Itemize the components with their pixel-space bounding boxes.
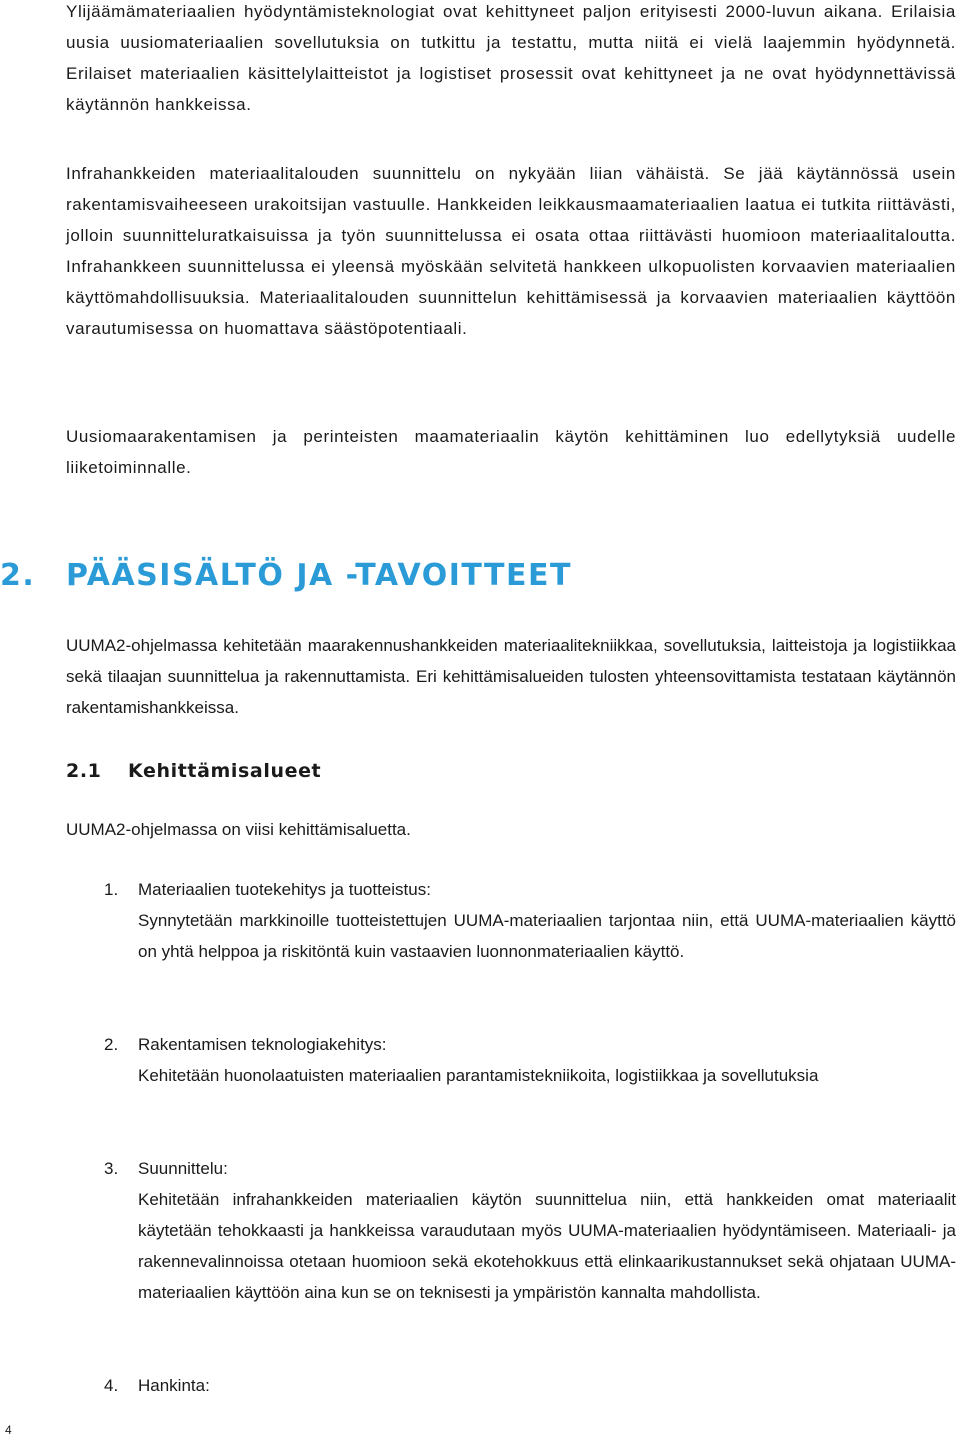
list-item-body: Kehitetään infrahankkeiden materiaalien käytön suunnittelua niin, että hankkeiden omat materiaalit käytetään tehokkaasti ja hankkeissa varaudutaan myös UUMA-materiaalien hyödyntämiseen. Materiaali- ja rakennevalinnoissa otetaan huomioon sekä ekotehokkuus että elinkaarikustannukset sekä ohjataan UUMA-materiaalien käyttöön aina kun se on teknisesti ja ympäristön kannalta mahdollista. [138, 1190, 956, 1302]
intro-paragraph-3: Uusiomaarakentamisen ja perinteisten maamateriaalin käytön kehittäminen luo edellytyksiä uudelle liiketoiminnalle. [66, 427, 956, 477]
list-item-body: Kehitetään huonolaatuisten materiaalien parantamistekniikoita, logistiikkaa ja sovellutuksia [138, 1066, 819, 1085]
section-2-1-paragraph: UUMA2-ohjelmassa on viisi kehittämisaluetta. [66, 820, 411, 839]
list-item-number: 3. [104, 1159, 119, 1178]
list-item-number: 1. [104, 880, 119, 899]
list-item-body: Synnytetään markkinoille tuotteistettujen UUMA-materiaalien tarjontaa niin, että UUMA-materiaalien käyttö on yhtä helppoa ja riskitöntä kuin vastaavien luonnonmateriaalien käyttö. [138, 911, 956, 961]
list-item-number: 4. [104, 1376, 119, 1395]
intro-paragraph-2: Infrahankkeiden materiaalitalouden suunnittelu on nykyään liian vähäistä. Se jää käytännössä usein rakentamisvaiheeseen urakoitsijan vastuulle. Hankkeiden leikkausmaamateriaalien laatua ei tutkita riittävästi, jolloin suunnitteluratkaisuissa ja työn suunnittelussa ei osata ottaa riittävästi huomioon materiaalitaloutta. Infrahankkeen suunnittelussa ei yleensä myöskään selvitetä hankkeen ulkopuolisten korvaavien materiaalien käyttömahdollisuuksia. Materiaalitalouden suunnittelun kehittämisessä ja korvaavien materiaalien käyttöön varautumisessa on huomattava säästöpotentiaali. [66, 164, 956, 338]
section-2-1-heading [66, 756, 321, 786]
list-item-title: Hankinta: [138, 1376, 210, 1395]
section-2-paragraph: UUMA2-ohjelmassa kehitetään maarakennushankkeiden materiaalitekniikkaa, sovellutuksia, laitteistoja ja logistiikkaa sekä tilaajan suunnittelua ja rakennuttamista. Eri kehittämisalueiden tulosten yhteensovittamista testataan käytännön rakentamishankkeissa. [66, 636, 956, 717]
list-item-number: 2. [104, 1035, 119, 1054]
section-2-1-number: 2.1 [66, 760, 102, 782]
list-item-title: Materiaalien tuotekehitys ja tuotteistus: [138, 880, 431, 899]
section-2-1-title: Kehittämisalueet [128, 760, 322, 782]
page-number: 4 [5, 1423, 12, 1437]
intro-paragraph-1: Ylijäämämateriaalien hyödyntämisteknologiat ovat kehittyneet paljon erityisesti 2000-luvun aikana. Erilaisia uusia uusiomateriaalien sovellutuksia on tutkittu ja testattu, mutta niitä ei vielä laajemmin hyödynnetä. Erilaiset materiaalien käsittelylaitteistot ja logistiset prosessit ovat kehittyneet ja ne ovat hyödynnettävissä käytännön hankkeissa. [66, 2, 956, 114]
section-2-number: 2. [0, 558, 36, 593]
section-2-heading [0, 556, 956, 596]
list-item-title: Rakentamisen teknologiakehitys: [138, 1035, 387, 1054]
section-2-title: PÄÄSISÄLTÖ JA -TAVOITTEET [66, 558, 572, 593]
list-item-title: Suunnittelu: [138, 1159, 228, 1178]
